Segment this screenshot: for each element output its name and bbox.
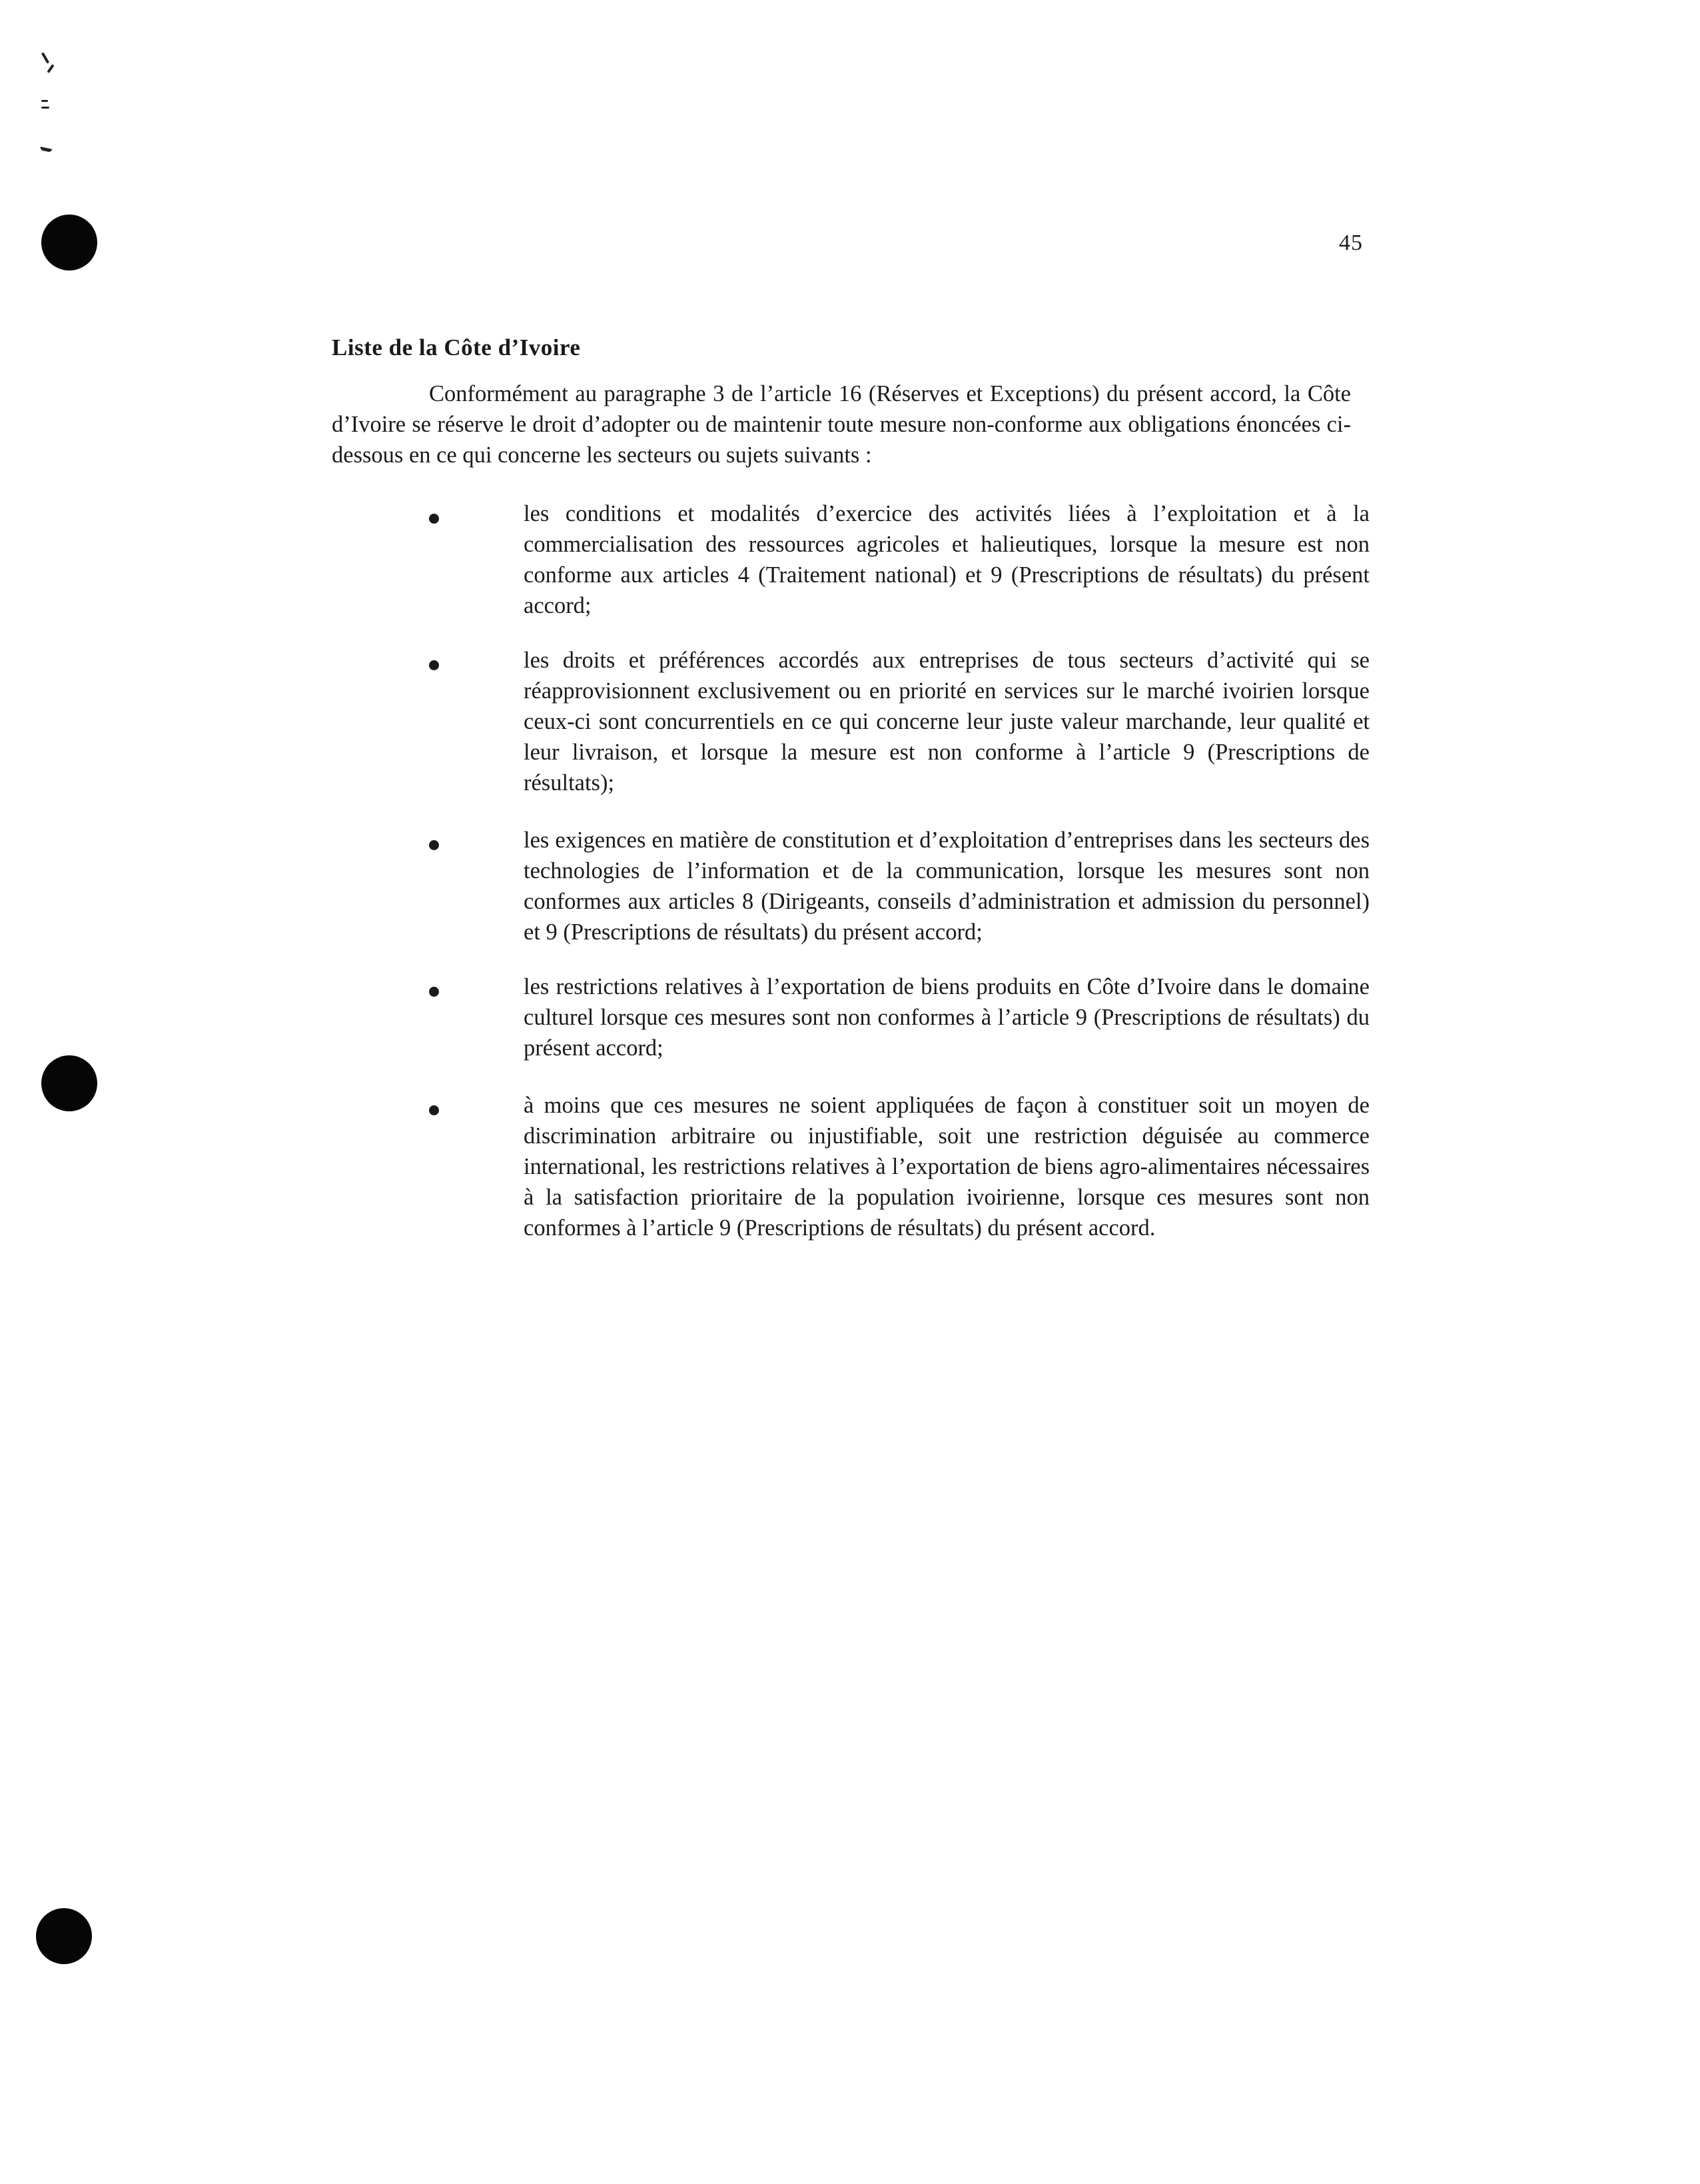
punch-hole [41, 1055, 97, 1111]
bullet-icon [426, 825, 524, 947]
page-number: 45 [1339, 231, 1363, 255]
list-item [426, 1090, 1372, 1243]
bullet-icon [426, 498, 524, 621]
bullet-icon [426, 645, 524, 798]
scan-mark [47, 64, 54, 73]
scan-mark [40, 147, 53, 153]
list-item [426, 498, 1372, 621]
list-item-text: les droits et préférences accordés aux entreprises de tous secteurs d’activité qui se réapprovisionnent exclusivement ou en priorité en services sur le marché ivoirien lorsque ceux-ci sont concurrentiels en ce qui concerne leur juste valeur marchande, leur qualité et leur livraison, et lorsque la mesure est non conforme à l’article 9 (Prescriptions de résultats); [524, 648, 1370, 796]
document-title: Liste de la Côte d’Ivoire [332, 334, 581, 360]
bullet-icon [426, 971, 524, 1063]
list-item-text: à moins que ces mesures ne soient appliquées de façon à constituer soit un moyen de discrimination arbitraire ou injustifiable, soit une restriction déguisée au commerce international, les restrictions relatives à l’exportation de biens agro-alimentaires nécessaires à la satisfaction prioritaire de la population ivoirienne, lorsque ces mesures sont non conformes à l’article 9 (Prescriptions de résultats) du présent accord. [524, 1093, 1370, 1241]
list-item-text: les restrictions relatives à l’exportation de biens produits en Côte d’Ivoire dans le domaine culturel lorsque ces mesures sont non conformes à l’article 9 (Prescriptions de résultats) du présent accord; [524, 974, 1370, 1061]
scan-mark [41, 100, 48, 102]
punch-hole [41, 215, 97, 271]
scan-mark [41, 52, 49, 64]
list-item-text: les conditions et modalités d’exercice des activités liées à l’exploitation et à la commercialisation des ressources agricoles et halieutiques, lorsque la mesure est non conforme aux articles 4 (Traitement national) et 9 (Prescriptions de résultats) du présent accord; [524, 501, 1370, 618]
scan-mark [41, 107, 49, 109]
list-item [426, 825, 1372, 947]
bullet-icon [426, 1090, 524, 1243]
list-item [426, 971, 1372, 1063]
intro-paragraph: Conformément au paragraphe 3 de l’article 16 (Réserves et Exceptions) du présent accord, la Côte d’Ivoire se réserve le droit d’adopter ou de maintenir toute mesure non-conforme aux obligations énoncées ci-dessous en ce qui concerne les secteurs ou sujets suivants : [332, 381, 1351, 468]
punch-hole [36, 1908, 92, 1964]
list-item-text: les exigences en matière de constitution et d’exploitation d’entreprises dans les secteurs des technologies de l’information et de la communication, lorsque les mesures sont non conformes aux articles 8 (Dirigeants, conseils d’administration et admission du personnel) et 9 (Prescriptions de résultats) du présent accord; [524, 827, 1370, 945]
list-item [426, 645, 1372, 798]
